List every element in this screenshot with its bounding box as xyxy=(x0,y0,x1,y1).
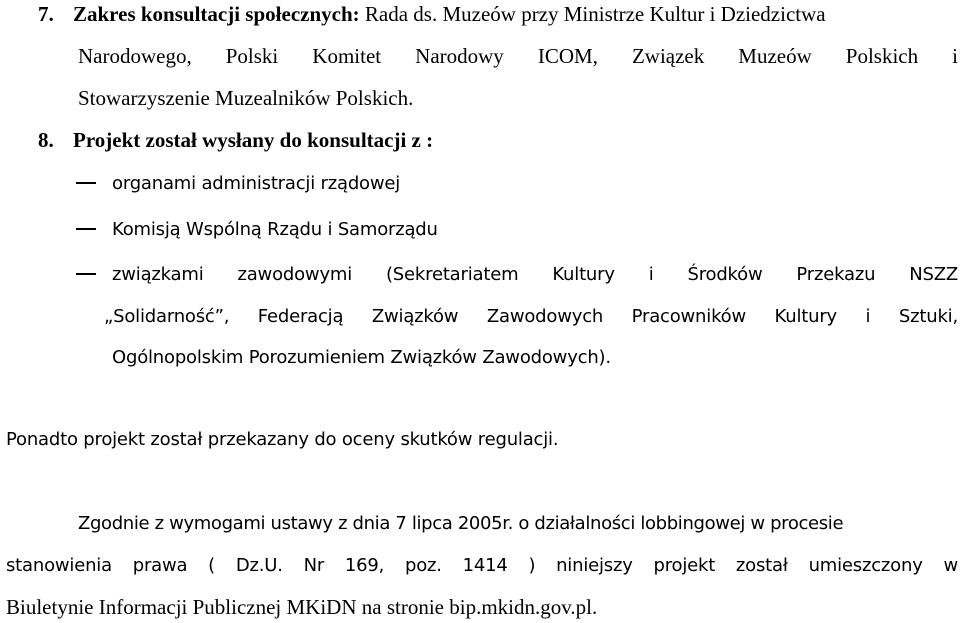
consultation-item-3: związkami zawodowymi (Sekretariatem Kultury i Środków Przekazu NSZZ xyxy=(112,264,958,285)
consultation-item-3-line-3: Ogólnopolskim Porozumieniem Związków Zawodowych). xyxy=(112,347,611,368)
section-8-title: Projekt został wysłany do konsultacji z : xyxy=(73,128,434,152)
dash-icon xyxy=(76,273,96,275)
consultation-item-2: Komisją Wspólną Rządu i Samorządu xyxy=(112,219,438,240)
dash-icon xyxy=(76,228,96,230)
paragraph-lobbying-line-2: stanowienia prawa ( Dz.U. Nr 169, poz. 1414 ) niniejszy projekt został umieszczony w xyxy=(6,555,958,576)
section-8-heading xyxy=(38,128,433,152)
consultation-item-3-line-2: „Solidarność”, Federacją Związków Zawodowych Pracowników Kultury i Sztuki, xyxy=(104,306,958,327)
paragraph-lobbying-line-1: Zgodnie z wymogami ustawy z dnia 7 lipca 2005r. o działalności lobbingowej w procesie xyxy=(78,513,844,534)
dash-icon xyxy=(76,182,96,184)
section-7-line-1 xyxy=(38,2,958,26)
section-7-line-3: Stowarzyszenie Muzealników Polskich. xyxy=(78,86,414,110)
section-7-title: Zakres konsultacji społecznych: xyxy=(73,2,360,26)
paragraph-lobbying-line-3: Biuletynie Informacji Publicznej MKiDN na stronie bip.mkidn.gov.pl. xyxy=(6,595,598,619)
section-7-number: 7. xyxy=(38,2,54,26)
section-7-text-1: Rada ds. Muzeów przy Ministrze Kultur i Dziedzictwa xyxy=(364,2,826,26)
paragraph-regulation-assessment: Ponadto projekt został przekazany do oceny skutków regulacji. xyxy=(6,429,559,450)
section-8-number: 8. xyxy=(38,128,54,152)
section-7-line-2: Narodowego, Polski Komitet Narodowy ICOM, Związek Muzeów Polskich i xyxy=(78,44,958,68)
consultation-item-1: organami administracji rządowej xyxy=(112,173,401,194)
